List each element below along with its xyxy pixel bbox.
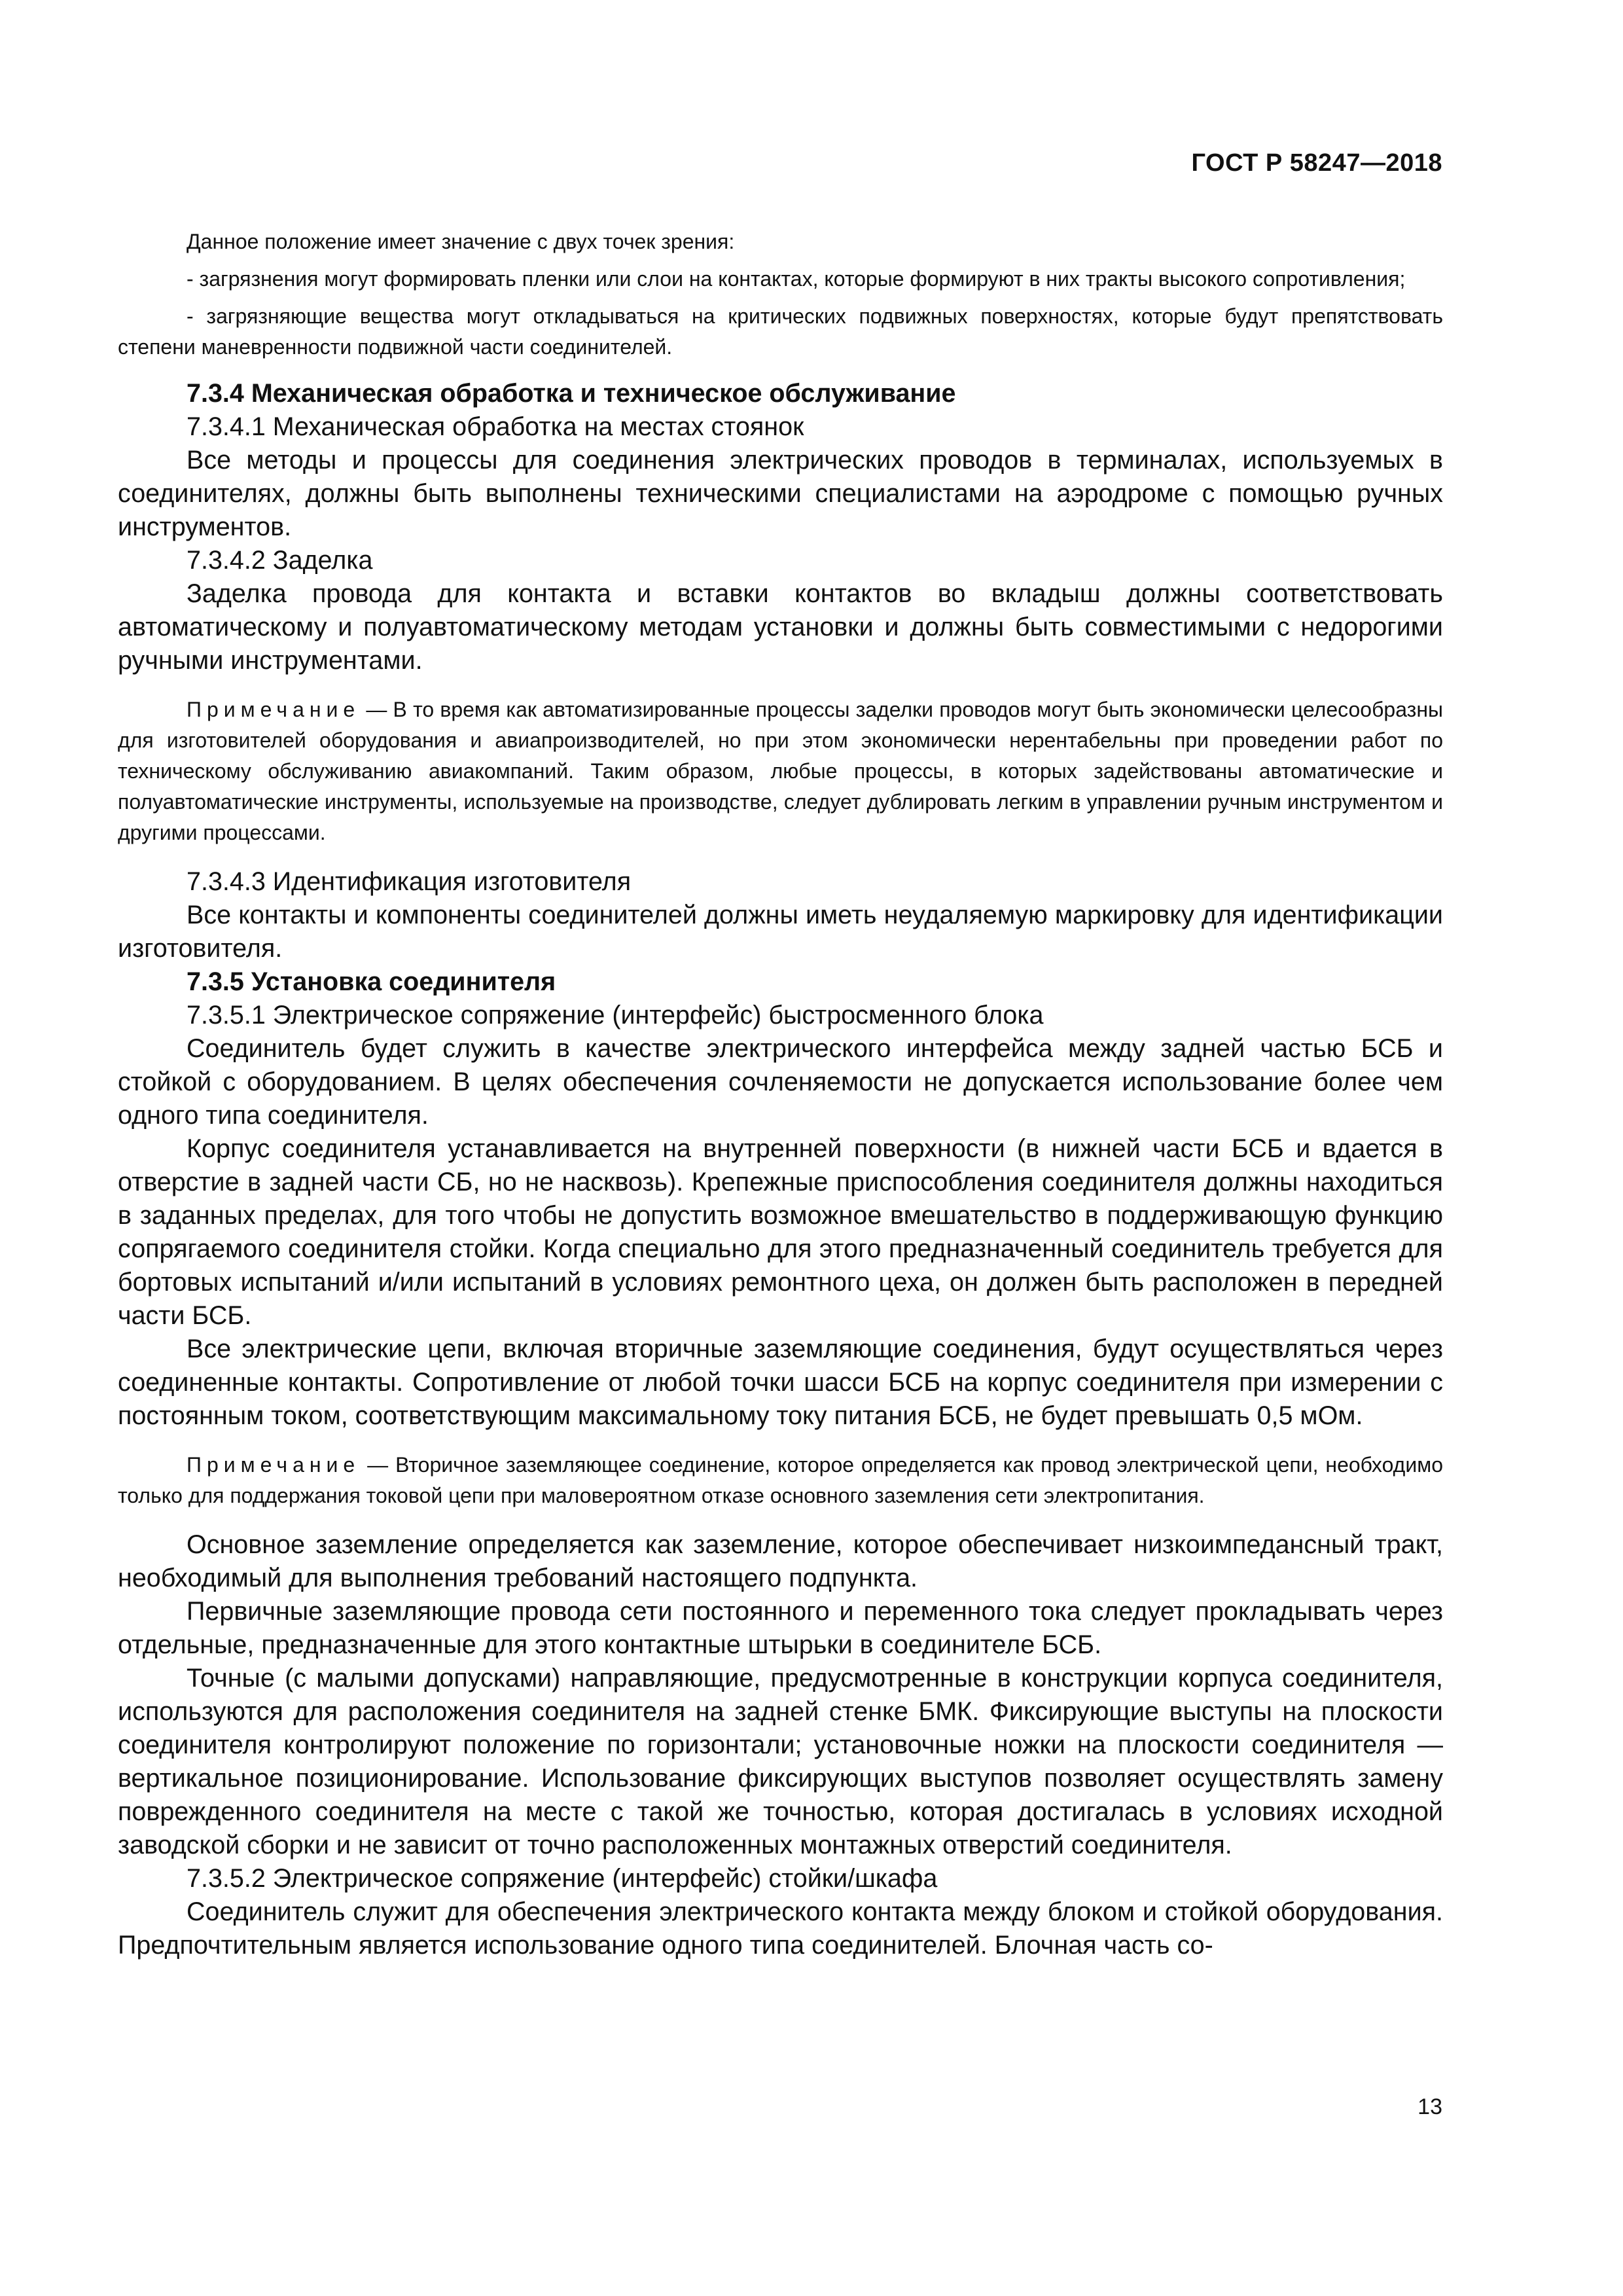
paragraph: Точные (с малыми допусками) направляющие, предусмотренные в конструкции корпуса соединителя, используются для расположения соединителя на задней стенке БМК. Фиксирующие выступы на плоскости соединителя контролируют положение по горизонтали; установочные ножки на плоскости соединителя — вертикальное позиционирование. Использование фиксирующих выступов позволяет осуществлять замену поврежденного соединителя на месте с такой же точностью, которая достигалась в условиях исходной заводской сборки и не зависит от точно расположенных монтажных отверстий соединителя. — [118, 1664, 1443, 1859]
page-content — [118, 226, 1443, 1962]
paragraph: Все контакты и компоненты соединителей должны иметь неудаляемую маркировку для идентификации изготовителя. — [118, 901, 1443, 963]
intro-paragraph: Данное положение имеет значение с двух точек зрения: — [187, 230, 735, 253]
paragraph: Первичные заземляющие провода сети постоянного и переменного тока следует прокладывать через отдельные, предназначенные для этого контактные штырьки в соединителе БСБ. — [118, 1597, 1443, 1659]
page-number: 13 — [1418, 2094, 1442, 2119]
subsection-title-7-3-5-1: 7.3.5.1 Электрическое сопряжение (интерфейс) быстросменного блока — [187, 1001, 1044, 1030]
paragraph: Соединитель служит для обеспечения электрического контакта между блоком и стойкой оборудования. Предпочтительным является использование одного типа соединителей. Блочная часть со- — [118, 1897, 1443, 1960]
section-heading-7-3-4: 7.3.4 Механическая обработка и техническое обслуживание — [187, 379, 956, 408]
subsection-title-7-3-4-3: 7.3.4.3 Идентификация изготовителя — [187, 867, 632, 896]
paragraph: Все электрические цепи, включая вторичные заземляющие соединения, будут осуществляться через соединенные контакты. Сопротивление от любой точки шасси БСБ на корпус соединителя при измерении с постоянным током, соответствующим максимальному току питания БСБ, не будет превышать 0,5 мОм. — [118, 1335, 1443, 1430]
note-label: Примечание — [187, 698, 361, 721]
paragraph: Заделка провода для контакта и вставки контактов во вкладыш должны соответствовать автоматическому и полуавтоматическому методам установки и должны быть совместимыми с недорогими ручными инструментами. — [118, 579, 1443, 675]
document-id-header: ГОСТ Р 58247—2018 — [1191, 149, 1442, 177]
paragraph: Все методы и процессы для соединения электрических проводов в терминалах, используемых в соединителях, должны быть выполнены техническими специалистами на аэродроме с помощью ручных инструментов. — [118, 446, 1443, 541]
section-heading-7-3-5: 7.3.5 Установка соединителя — [187, 967, 556, 996]
note-text: — В то время как автоматизированные процессы заделки проводов могут быть экономически целесообразны для изготовителей оборудования и авиапроизводителей, но при этом экономически нерентабельны при проведении работ по техническому обслуживанию авиакомпаний. Таким образом, любые процессы, в которых задействованы автоматические и полуавтоматические инструменты, используемые на производстве, следует дублировать легким в управлении ручным инструментом и другими процессами. — [118, 698, 1443, 844]
intro-list-item: - загрязняющие вещества могут откладываться на критических подвижных поверхностях, которые будут препятствовать степени маневренности подвижной части соединителей. — [118, 304, 1443, 359]
subsection-title-7-3-4-2: 7.3.4.2 Заделка — [187, 546, 373, 575]
note-label: Примечание — [187, 1453, 361, 1477]
paragraph: Основное заземление определяется как заземление, которое обеспечивает низкоимпедансный тракт, необходимый для выполнения требований настоящего подпункта. — [118, 1530, 1443, 1592]
note-7-3-4-2 — [118, 694, 1443, 848]
paragraph: Соединитель будет служить в качестве электрического интерфейса между задней частью БСБ и стойкой с оборудованием. В целях обеспечения сочленяемости не допускается использование более чем одного типа соединителя. — [118, 1034, 1443, 1130]
note-7-3-5-1 — [118, 1450, 1443, 1511]
subsection-title-7-3-4-1: 7.3.4.1 Механическая обработка на местах стоянок — [187, 412, 804, 441]
intro-list-item: - загрязнения могут формировать пленки или слои на контактах, которые формируют в них тракты высокого сопротивления; — [187, 267, 1406, 291]
subsection-title-7-3-5-2: 7.3.5.2 Электрическое сопряжение (интерфейс) стойки/шкафа — [187, 1864, 938, 1893]
note-text: — Вторичное заземляющее соединение, которое определяется как провод электрической цепи, необходимо только для поддержания токовой цепи при маловероятном отказе основного заземления сети электропитания. — [118, 1453, 1443, 1507]
paragraph: Корпус соединителя устанавливается на внутренней поверхности (в нижней части БСБ и вдается в отверстие в задней части СБ, но не насквозь). Крепежные приспособления соединителя должны находиться в заданных пределах, для того чтобы не допустить возможное вмешательство в поддерживающую функцию сопрягаемого соединителя стойки. Когда специально для этого предназначенный соединитель требуется для бортовых испытаний и/или испытаний в условиях ремонтного цеха, он должен быть расположен в передней части БСБ. — [118, 1134, 1443, 1330]
